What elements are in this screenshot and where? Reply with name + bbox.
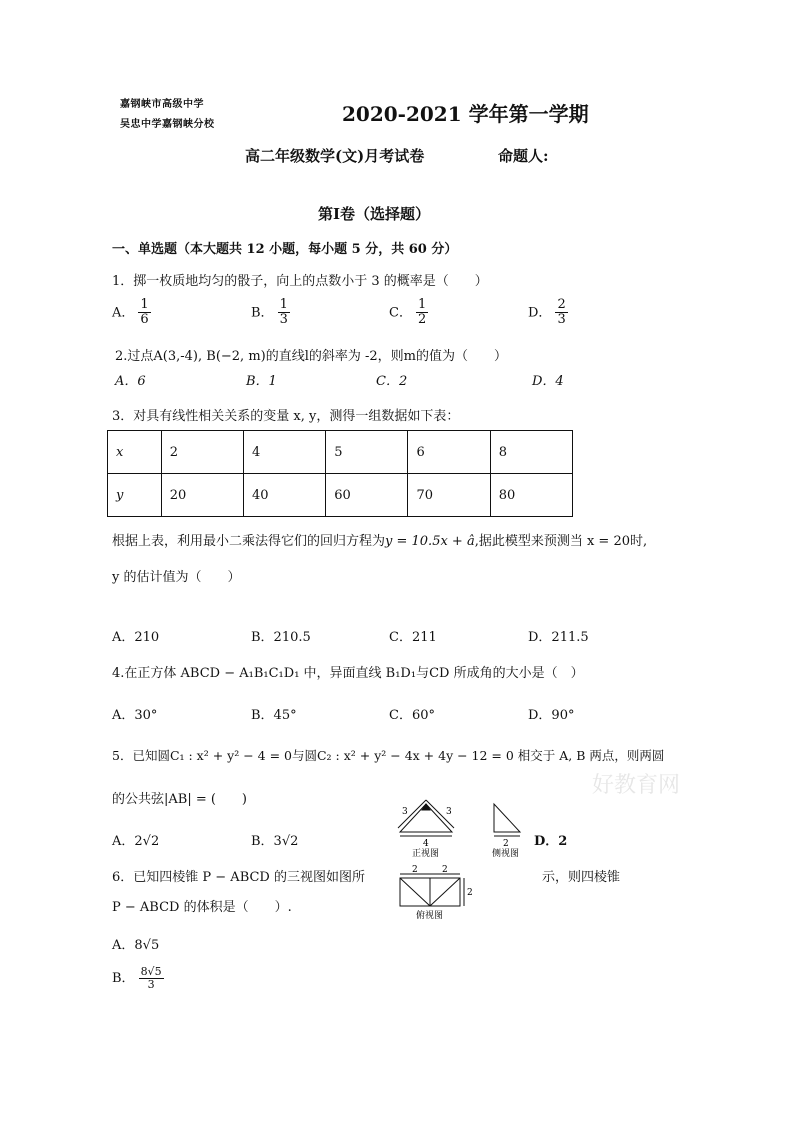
- table-cell: 6: [408, 431, 490, 474]
- q3-text: 根据上表，利用最小二乘法得它们的回归方程为y = 10.5x + â,据此模型来预测当 x = 20时,: [112, 534, 648, 549]
- q2-option-b: B．1: [246, 374, 277, 389]
- question-3: 3．对具有线性相关关系的变量 x, y，测得一组数据如下表：: [112, 409, 460, 424]
- table-cell: 8: [490, 431, 572, 474]
- dim-label: 4: [423, 839, 429, 849]
- school-name-2: 吴忠中学嘉钢峡分校: [120, 119, 215, 130]
- dim-label: 2: [467, 888, 473, 898]
- author-label: 命题人:: [498, 147, 549, 165]
- q1-option-c: C． $\frac{1}{2}$: [389, 297, 427, 328]
- table-cell: x: [108, 431, 162, 474]
- question-5: 5．已知圆C₁ : x² + y² − 4 = 0与圆C₂ : x² + y² − 4x + 4y − 12 = 0 相交于 A, B 两点，则两圆: [112, 748, 665, 763]
- table-cell: 4: [244, 431, 326, 474]
- dim-label: 2: [442, 865, 448, 875]
- table-cell: y: [108, 474, 162, 517]
- q4-option-c: C．60°: [389, 708, 435, 723]
- q6-option-a: A．8√5: [112, 938, 160, 953]
- q5-option-b: B．3√2: [251, 834, 299, 849]
- q3-option-a: A．210: [112, 630, 160, 645]
- question-5-line2: 的公共弦|AB| = ( ): [112, 792, 248, 807]
- front-view: [398, 800, 454, 836]
- q3-option-d: D．211.5: [528, 630, 589, 645]
- front-view-label: 正视图: [412, 849, 440, 859]
- dim-label: 2: [503, 839, 509, 849]
- question-4: 4.在正方体 ABCD − A₁B₁C₁D₁ 中，异面直线 B₁D₁与CD 所成角的大小是（ ）: [112, 666, 584, 681]
- table-cell: 5: [326, 431, 408, 474]
- table-cell: 80: [490, 474, 572, 517]
- data-table: [107, 430, 573, 517]
- table-cell: 40: [244, 474, 326, 517]
- q3-text-2: y 的估计值为（ ）: [112, 570, 241, 585]
- q5-option-d: D．2: [534, 834, 568, 849]
- q2-option-c: C．2: [376, 374, 408, 389]
- section-heading: 一、单选题（本大题共 12 小题，每小题 5 分，共 60 分）: [112, 242, 458, 257]
- q1-option-d: D． $\frac{2}{3}$: [528, 297, 566, 328]
- question-6: 6．已知四棱锥 P − ABCD 的三视图如图所: [112, 870, 365, 885]
- q5-option-a: A．2√2: [112, 834, 160, 849]
- exam-title: 2020-2021 学年第一学期: [342, 102, 589, 126]
- table-cell: 20: [161, 474, 243, 517]
- three-view-figure: [390, 792, 530, 932]
- question-1: 1．掷一枚质地均匀的骰子，向上的点数小于 3 的概率是（ ）: [112, 274, 488, 289]
- table-row: [108, 431, 573, 474]
- question-6-line2: P − ABCD 的体积是（ ）.: [112, 900, 292, 915]
- exam-subtitle: 高二年级数学(文)月考试卷: [245, 147, 425, 165]
- top-view-label: 俯视图: [416, 911, 444, 921]
- q4-option-b: B．45°: [251, 708, 297, 723]
- q2-option-d: D．4: [532, 374, 564, 389]
- q4-option-d: D．90°: [528, 708, 575, 723]
- watermark: 好教育网: [592, 773, 681, 798]
- part-title: 第Ⅰ卷（选择题）: [318, 205, 431, 223]
- q3-option-c: C．211: [389, 630, 437, 645]
- q3-option-b: B．210.5: [251, 630, 311, 645]
- question-6-cont: 示，则四棱锥: [542, 870, 621, 885]
- table-row: [108, 474, 573, 517]
- table-cell: 2: [161, 431, 243, 474]
- q1-option-a: A． $\frac{1}{6}$: [112, 297, 149, 328]
- school-name-1: 嘉钢峡市高级中学: [120, 99, 204, 110]
- top-view: [400, 874, 464, 906]
- q4-option-a: A．30°: [112, 708, 158, 723]
- q1-option-b: B． $\frac{1}{3}$: [251, 297, 288, 328]
- table-cell: 70: [408, 474, 490, 517]
- regression-equation: y = 10.5x + â: [385, 534, 475, 549]
- side-view: [494, 804, 520, 836]
- dim-label: 2: [412, 865, 418, 875]
- dim-label: 3: [402, 807, 408, 817]
- q6-option-b: B． $\frac{8√5}{3}$: [112, 965, 162, 992]
- question-2: 2.过点A(3,-4), B(−2, m)的直线l的斜率为 -2，则m的值为（ ）: [115, 349, 507, 364]
- table-cell: 60: [326, 474, 408, 517]
- side-view-label: 侧视图: [492, 849, 520, 859]
- dim-label: 3: [446, 807, 452, 817]
- q2-option-a: A．6: [115, 374, 146, 389]
